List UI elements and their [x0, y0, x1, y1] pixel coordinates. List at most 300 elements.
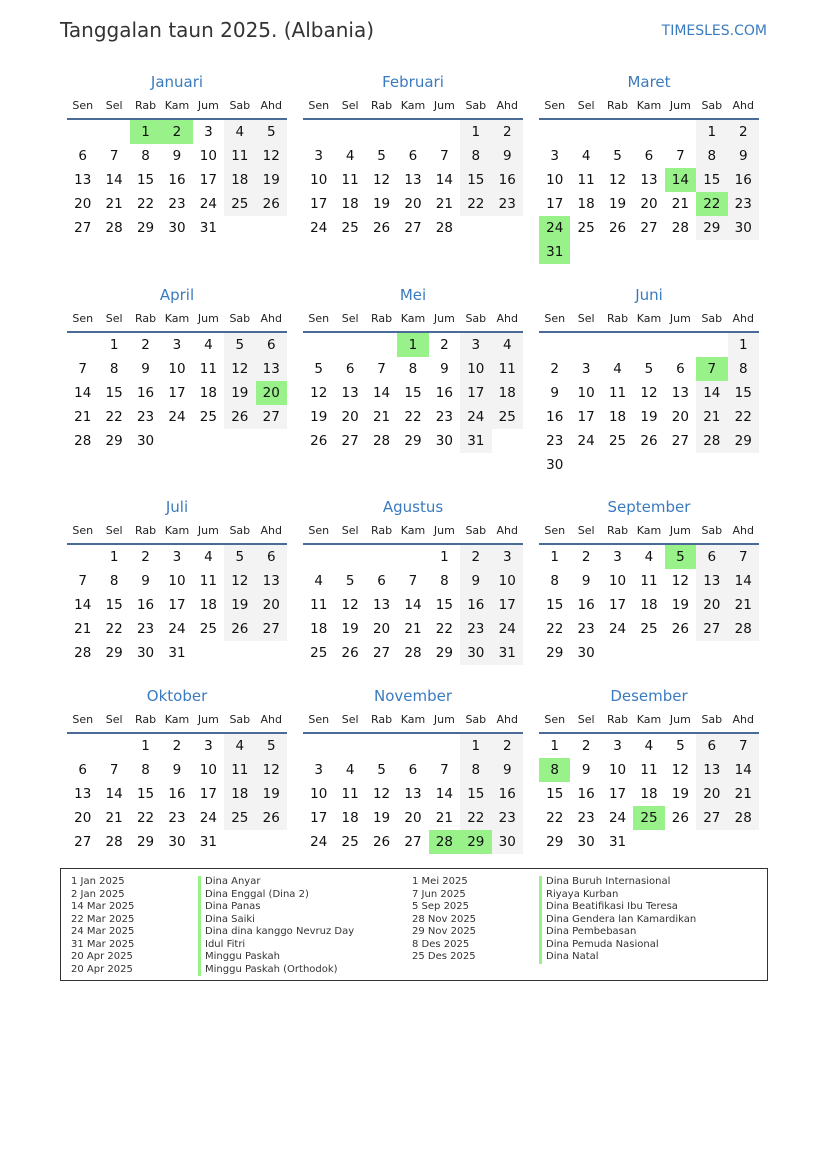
day[interactable]: 14	[728, 569, 759, 593]
day[interactable]: 17	[546, 196, 564, 212]
day[interactable]: 29	[105, 433, 123, 449]
day[interactable]: 17	[310, 196, 328, 212]
day[interactable]: 26	[256, 806, 287, 830]
day[interactable]: 7	[377, 361, 386, 377]
day[interactable]: 6	[78, 148, 87, 164]
day[interactable]: 3	[613, 738, 622, 754]
day[interactable]: 10	[310, 172, 328, 188]
day[interactable]: 26	[640, 433, 658, 449]
day[interactable]: 8	[696, 144, 727, 168]
day[interactable]: 27	[341, 433, 359, 449]
day[interactable]: 21	[372, 409, 391, 425]
day[interactable]: 17	[168, 385, 186, 401]
day[interactable]: 15	[136, 786, 155, 802]
day[interactable]: 12	[341, 597, 359, 613]
day[interactable]: 10	[492, 569, 523, 593]
day[interactable]: 12	[372, 172, 391, 188]
day[interactable]: 13	[372, 597, 391, 613]
holiday-day[interactable]: 28	[429, 830, 460, 854]
day[interactable]: 6	[78, 762, 87, 778]
day[interactable]: 17	[577, 409, 595, 425]
day[interactable]: 29	[546, 645, 564, 661]
day[interactable]: 10	[199, 148, 217, 164]
day[interactable]: 13	[404, 172, 422, 188]
day[interactable]: 21	[435, 196, 453, 212]
day[interactable]: 20	[256, 593, 287, 617]
day[interactable]: 4	[492, 333, 523, 357]
day[interactable]: 10	[546, 172, 564, 188]
day[interactable]: 24	[168, 409, 186, 425]
day[interactable]: 2	[440, 337, 449, 353]
day[interactable]: 25	[310, 645, 328, 661]
day[interactable]: 4	[345, 762, 355, 778]
day[interactable]: 18	[492, 381, 523, 405]
day[interactable]: 23	[492, 806, 523, 830]
day[interactable]: 21	[728, 782, 759, 806]
day[interactable]: 14	[74, 385, 92, 401]
day[interactable]: 31	[460, 429, 491, 453]
day[interactable]: 8	[550, 573, 559, 589]
day[interactable]: 24	[608, 810, 627, 826]
day[interactable]: 30	[168, 220, 186, 236]
day[interactable]: 7	[78, 361, 87, 377]
day[interactable]: 3	[172, 337, 182, 353]
day[interactable]: 20	[341, 409, 359, 425]
day[interactable]: 28	[74, 433, 92, 449]
day[interactable]: 27	[696, 806, 727, 830]
day[interactable]: 22	[136, 196, 155, 212]
day[interactable]: 14	[696, 381, 727, 405]
day[interactable]: 5	[377, 148, 386, 164]
day[interactable]: 6	[408, 762, 418, 778]
holiday-day[interactable]: 1	[130, 120, 161, 144]
day[interactable]: 16	[460, 593, 491, 617]
day[interactable]: 7	[676, 148, 685, 164]
day[interactable]: 23	[577, 810, 595, 826]
day[interactable]: 9	[581, 573, 591, 589]
holiday-day[interactable]: 20	[256, 381, 287, 405]
day[interactable]: 13	[341, 385, 359, 401]
day[interactable]: 11	[199, 361, 217, 377]
day[interactable]: 21	[435, 810, 453, 826]
day[interactable]: 26	[608, 220, 627, 236]
day[interactable]: 26	[224, 617, 255, 641]
day[interactable]: 18	[224, 168, 255, 192]
day[interactable]: 7	[109, 762, 119, 778]
day[interactable]: 18	[577, 196, 595, 212]
day[interactable]: 19	[310, 409, 328, 425]
holiday-day[interactable]: 1	[397, 333, 428, 357]
day[interactable]: 28	[696, 429, 727, 453]
day[interactable]: 7	[78, 573, 87, 589]
day[interactable]: 24	[608, 621, 627, 637]
day[interactable]: 29	[404, 433, 422, 449]
day[interactable]: 20	[74, 810, 92, 826]
day[interactable]: 25	[492, 405, 523, 429]
day[interactable]: 13	[74, 172, 92, 188]
day[interactable]: 26	[310, 433, 328, 449]
day[interactable]: 23	[168, 810, 186, 826]
day[interactable]: 6	[696, 545, 727, 569]
day[interactable]: 26	[372, 834, 391, 850]
day[interactable]: 17	[168, 597, 186, 613]
holiday-day[interactable]: 2	[161, 120, 192, 144]
day[interactable]: 28	[105, 834, 123, 850]
day[interactable]: 16	[136, 597, 155, 613]
day[interactable]: 16	[168, 786, 186, 802]
day[interactable]: 1	[550, 549, 559, 565]
day[interactable]: 4	[204, 549, 213, 565]
day[interactable]: 12	[256, 144, 287, 168]
day[interactable]: 5	[256, 120, 287, 144]
day[interactable]: 13	[640, 172, 658, 188]
day[interactable]: 24	[577, 433, 595, 449]
day[interactable]: 23	[460, 617, 491, 641]
day[interactable]: 24	[199, 810, 217, 826]
day[interactable]: 22	[105, 621, 123, 637]
day[interactable]: 25	[199, 409, 217, 425]
day[interactable]: 28	[671, 220, 689, 236]
day[interactable]: 18	[224, 782, 255, 806]
day[interactable]: 9	[492, 758, 523, 782]
day[interactable]: 6	[256, 545, 287, 569]
day[interactable]: 27	[74, 220, 92, 236]
day[interactable]: 18	[608, 409, 627, 425]
day[interactable]: 16	[728, 168, 759, 192]
day[interactable]: 3	[314, 148, 323, 164]
day[interactable]: 29	[136, 220, 155, 236]
day[interactable]: 26	[372, 220, 391, 236]
day[interactable]: 17	[460, 381, 491, 405]
day[interactable]: 30	[168, 834, 186, 850]
holiday-day[interactable]: 31	[539, 240, 570, 264]
day[interactable]: 26	[341, 645, 359, 661]
day[interactable]: 5	[613, 148, 622, 164]
day[interactable]: 18	[640, 786, 658, 802]
day[interactable]: 8	[408, 361, 418, 377]
day[interactable]: 31	[492, 641, 523, 665]
day[interactable]: 13	[671, 385, 689, 401]
day[interactable]: 2	[460, 545, 491, 569]
day[interactable]: 4	[644, 549, 654, 565]
day[interactable]: 25	[608, 433, 627, 449]
day[interactable]: 30	[546, 457, 564, 473]
day[interactable]: 11	[224, 758, 255, 782]
day[interactable]: 4	[204, 337, 213, 353]
day[interactable]: 29	[435, 645, 453, 661]
day[interactable]: 14	[372, 385, 391, 401]
day[interactable]: 2	[492, 734, 523, 758]
day[interactable]: 9	[440, 361, 449, 377]
day[interactable]: 23	[546, 433, 564, 449]
day[interactable]: 6	[676, 361, 685, 377]
day[interactable]: 2	[581, 549, 591, 565]
day[interactable]: 3	[172, 549, 182, 565]
day[interactable]: 8	[141, 762, 150, 778]
day[interactable]: 6	[696, 734, 727, 758]
day[interactable]: 19	[671, 597, 689, 613]
day[interactable]: 11	[492, 357, 523, 381]
day[interactable]: 19	[671, 786, 689, 802]
day[interactable]: 8	[728, 357, 759, 381]
day[interactable]: 7	[440, 762, 449, 778]
day[interactable]: 21	[728, 593, 759, 617]
day[interactable]: 6	[644, 148, 654, 164]
day[interactable]: 2	[492, 120, 523, 144]
day[interactable]: 15	[435, 597, 453, 613]
day[interactable]: 4	[224, 120, 255, 144]
day[interactable]: 11	[577, 172, 595, 188]
day[interactable]: 29	[728, 429, 759, 453]
day[interactable]: 22	[728, 405, 759, 429]
day[interactable]: 13	[696, 758, 727, 782]
day[interactable]: 11	[640, 762, 658, 778]
day[interactable]: 15	[546, 597, 564, 613]
day[interactable]: 10	[608, 573, 627, 589]
day[interactable]: 14	[404, 597, 422, 613]
day[interactable]: 10	[168, 361, 186, 377]
day[interactable]: 8	[460, 758, 491, 782]
day[interactable]: 22	[460, 192, 491, 216]
day[interactable]: 24	[310, 220, 328, 236]
day[interactable]: 17	[608, 597, 627, 613]
day[interactable]: 24	[168, 621, 186, 637]
day[interactable]: 28	[728, 617, 759, 641]
day[interactable]: 9	[550, 385, 559, 401]
holiday-day[interactable]: 8	[539, 758, 570, 782]
day[interactable]: 16	[577, 597, 595, 613]
day[interactable]: 25	[224, 192, 255, 216]
day[interactable]: 21	[696, 405, 727, 429]
day[interactable]: 26	[256, 192, 287, 216]
day[interactable]: 15	[728, 381, 759, 405]
day[interactable]: 11	[341, 172, 359, 188]
day[interactable]: 19	[224, 381, 255, 405]
day[interactable]: 18	[310, 621, 328, 637]
day[interactable]: 28	[404, 645, 422, 661]
day[interactable]: 19	[256, 782, 287, 806]
day[interactable]: 28	[74, 645, 92, 661]
day[interactable]: 16	[546, 409, 564, 425]
day[interactable]: 4	[644, 738, 654, 754]
day[interactable]: 17	[199, 786, 217, 802]
day[interactable]: 22	[136, 810, 155, 826]
day[interactable]: 15	[404, 385, 422, 401]
day[interactable]: 25	[341, 834, 359, 850]
day[interactable]: 8	[440, 573, 449, 589]
day[interactable]: 13	[256, 569, 287, 593]
day[interactable]: 21	[404, 621, 422, 637]
day[interactable]: 7	[728, 734, 759, 758]
day[interactable]: 15	[546, 786, 564, 802]
day[interactable]: 4	[224, 734, 255, 758]
day[interactable]: 23	[136, 621, 155, 637]
day[interactable]: 9	[581, 762, 591, 778]
day[interactable]: 27	[404, 220, 422, 236]
day[interactable]: 26	[224, 405, 255, 429]
holiday-day[interactable]: 14	[665, 168, 696, 192]
day[interactable]: 5	[224, 545, 255, 569]
day[interactable]: 31	[608, 834, 627, 850]
day[interactable]: 3	[550, 148, 559, 164]
day[interactable]: 30	[728, 216, 759, 240]
day[interactable]: 23	[577, 621, 595, 637]
day[interactable]: 16	[492, 168, 523, 192]
day[interactable]: 6	[345, 361, 355, 377]
day[interactable]: 10	[168, 573, 186, 589]
day[interactable]: 19	[341, 621, 359, 637]
day[interactable]: 18	[341, 196, 359, 212]
day[interactable]: 5	[345, 573, 355, 589]
day[interactable]: 27	[74, 834, 92, 850]
day[interactable]: 6	[408, 148, 418, 164]
day[interactable]: 28	[728, 806, 759, 830]
day[interactable]: 13	[404, 786, 422, 802]
day[interactable]: 19	[256, 168, 287, 192]
day[interactable]: 9	[141, 361, 150, 377]
day[interactable]: 27	[404, 834, 422, 850]
day[interactable]: 9	[460, 569, 491, 593]
day[interactable]: 19	[224, 593, 255, 617]
day[interactable]: 10	[460, 357, 491, 381]
day[interactable]: 20	[640, 196, 658, 212]
day[interactable]: 24	[492, 617, 523, 641]
day[interactable]: 21	[74, 621, 92, 637]
day[interactable]: 5	[676, 738, 685, 754]
day[interactable]: 19	[372, 196, 391, 212]
day[interactable]: 7	[408, 573, 418, 589]
day[interactable]: 22	[460, 806, 491, 830]
day[interactable]: 10	[310, 786, 328, 802]
day[interactable]: 11	[608, 385, 627, 401]
day[interactable]: 23	[168, 196, 186, 212]
day[interactable]: 17	[608, 786, 627, 802]
day[interactable]: 4	[613, 361, 622, 377]
day[interactable]: 26	[671, 810, 689, 826]
day[interactable]: 22	[546, 621, 564, 637]
day[interactable]: 3	[613, 549, 622, 565]
day[interactable]: 12	[671, 762, 689, 778]
day[interactable]: 24	[460, 405, 491, 429]
day[interactable]: 29	[546, 834, 564, 850]
holiday-day[interactable]: 7	[696, 357, 727, 381]
day[interactable]: 24	[199, 196, 217, 212]
day[interactable]: 19	[372, 810, 391, 826]
day[interactable]: 2	[728, 120, 759, 144]
day[interactable]: 4	[345, 148, 355, 164]
day[interactable]: 14	[435, 172, 453, 188]
day[interactable]: 20	[696, 782, 727, 806]
day[interactable]: 31	[199, 220, 217, 236]
day[interactable]: 21	[105, 196, 123, 212]
day[interactable]: 2	[141, 337, 150, 353]
day[interactable]: 14	[105, 172, 123, 188]
day[interactable]: 8	[109, 361, 119, 377]
day[interactable]: 11	[199, 573, 217, 589]
day[interactable]: 10	[608, 762, 627, 778]
day[interactable]: 22	[435, 621, 453, 637]
day[interactable]: 15	[460, 168, 491, 192]
day[interactable]: 3	[204, 124, 213, 140]
holiday-day[interactable]: 5	[665, 545, 696, 569]
day[interactable]: 17	[492, 593, 523, 617]
day[interactable]: 25	[199, 621, 217, 637]
day[interactable]: 8	[460, 144, 491, 168]
day[interactable]: 17	[310, 810, 328, 826]
day[interactable]: 1	[109, 337, 119, 353]
day[interactable]: 24	[310, 834, 328, 850]
day[interactable]: 4	[314, 573, 323, 589]
day[interactable]: 27	[256, 405, 287, 429]
day[interactable]: 29	[136, 834, 155, 850]
day[interactable]: 13	[696, 569, 727, 593]
day[interactable]: 27	[372, 645, 391, 661]
day[interactable]: 1	[440, 549, 449, 565]
day[interactable]: 5	[644, 361, 654, 377]
day[interactable]: 31	[168, 645, 186, 661]
day[interactable]: 20	[372, 621, 391, 637]
day[interactable]: 14	[74, 597, 92, 613]
day[interactable]: 18	[341, 810, 359, 826]
day[interactable]: 9	[492, 144, 523, 168]
day[interactable]: 25	[577, 220, 595, 236]
day[interactable]: 14	[435, 786, 453, 802]
day[interactable]: 21	[105, 810, 123, 826]
day[interactable]: 30	[492, 830, 523, 854]
day[interactable]: 27	[256, 617, 287, 641]
day[interactable]: 12	[310, 385, 328, 401]
day[interactable]: 3	[460, 333, 491, 357]
day[interactable]: 22	[546, 810, 564, 826]
day[interactable]: 23	[435, 409, 453, 425]
day[interactable]: 30	[577, 645, 595, 661]
day[interactable]: 14	[105, 786, 123, 802]
holiday-day[interactable]: 24	[539, 216, 570, 240]
day[interactable]: 9	[172, 148, 182, 164]
day[interactable]: 1	[460, 120, 491, 144]
day[interactable]: 11	[224, 144, 255, 168]
day[interactable]: 16	[136, 385, 155, 401]
day[interactable]: 25	[341, 220, 359, 236]
day[interactable]: 19	[608, 196, 627, 212]
day[interactable]: 15	[696, 168, 727, 192]
day[interactable]: 29	[105, 645, 123, 661]
day[interactable]: 28	[105, 220, 123, 236]
day[interactable]: 15	[105, 597, 123, 613]
day[interactable]: 12	[256, 758, 287, 782]
day[interactable]: 26	[671, 621, 689, 637]
day[interactable]: 11	[310, 597, 328, 613]
day[interactable]: 2	[581, 738, 591, 754]
day[interactable]: 16	[435, 385, 453, 401]
day[interactable]: 12	[224, 569, 255, 593]
day[interactable]: 18	[199, 385, 217, 401]
day[interactable]: 22	[404, 409, 422, 425]
day[interactable]: 7	[440, 148, 449, 164]
day[interactable]: 16	[492, 782, 523, 806]
day[interactable]: 6	[377, 573, 386, 589]
day[interactable]: 21	[74, 409, 92, 425]
day[interactable]: 5	[224, 333, 255, 357]
day[interactable]: 29	[696, 216, 727, 240]
day[interactable]: 20	[671, 409, 689, 425]
day[interactable]: 3	[314, 762, 323, 778]
day[interactable]: 12	[608, 172, 627, 188]
day[interactable]: 31	[199, 834, 217, 850]
day[interactable]: 30	[136, 433, 155, 449]
day[interactable]: 12	[671, 573, 689, 589]
day[interactable]: 5	[256, 734, 287, 758]
